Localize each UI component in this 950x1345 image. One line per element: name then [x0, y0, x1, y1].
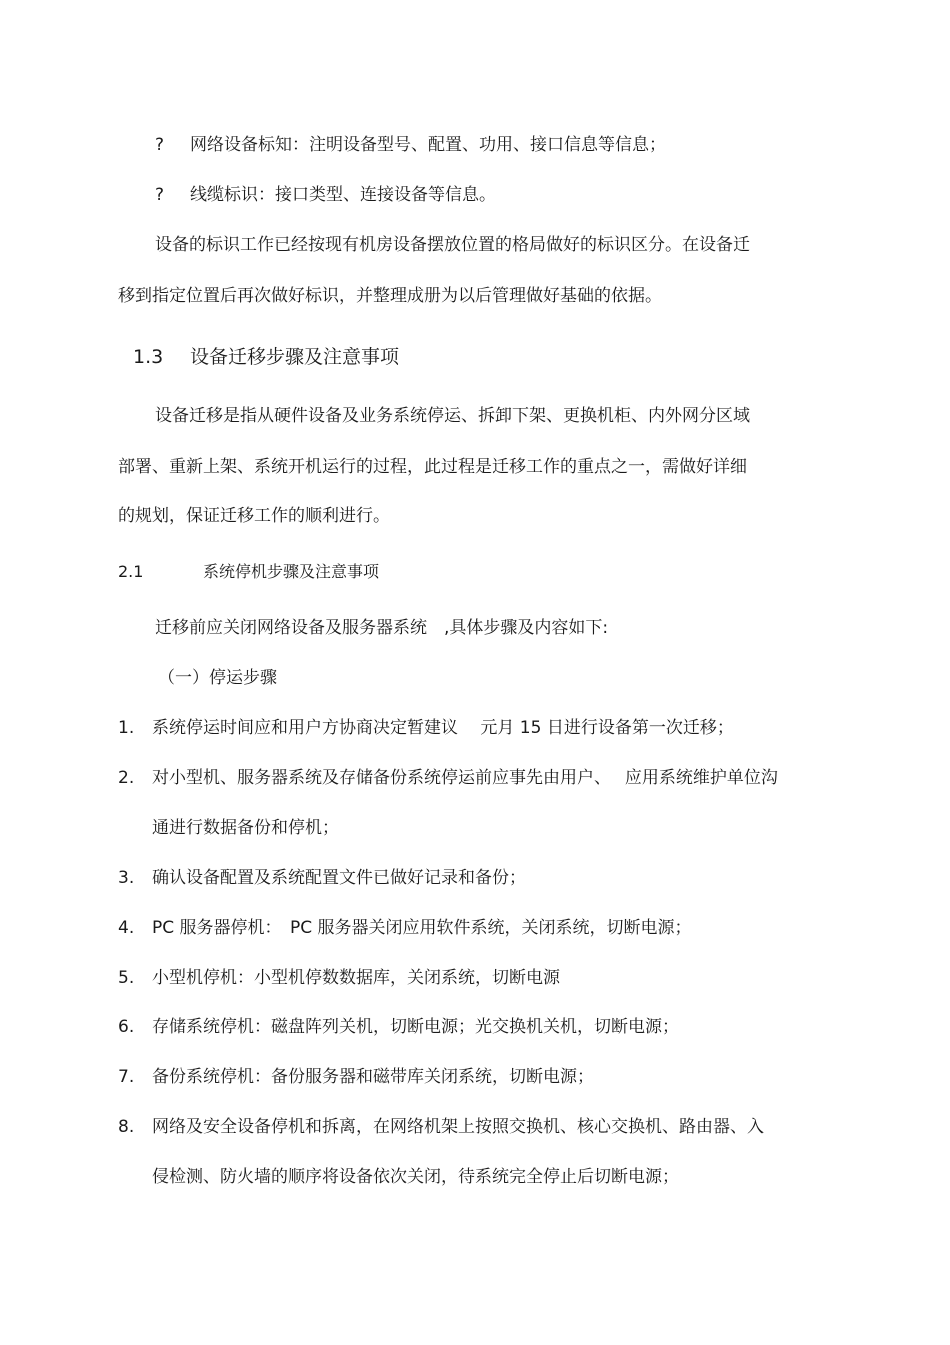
- item-text: 备份系统停机：备份服务器和磁带库关闭系统，切断电源；: [152, 1067, 594, 1087]
- item-number: 1.: [118, 718, 135, 738]
- item-number: 2.: [118, 768, 135, 788]
- paragraph-line: 部署、重新上架、系统开机运行的过程，此过程是迁移工作的重点之一，需做好详细: [118, 457, 747, 477]
- item-number: 6.: [118, 1017, 135, 1037]
- section-number: 2.1: [118, 562, 144, 581]
- bullet-mark: ?: [155, 135, 165, 155]
- item-number: 4.: [118, 918, 135, 938]
- item-text: 小型机停机：小型机停数数据库，关闭系统，切断电源: [152, 968, 560, 988]
- item-text: 对小型机、服务器系统及存储备份系统停运前应事先由用户、 应用系统维护单位沟: [152, 768, 778, 788]
- item-text-continued: 侵检测、防火墙的顺序将设备依次关闭，待系统完全停止后切断电源；: [152, 1167, 679, 1187]
- bullet-text: 网络设备标知：注明设备型号、配置、功用、接口信息等信息；: [190, 135, 666, 155]
- item-number: 8.: [118, 1117, 135, 1137]
- paragraph-line: 设备的标识工作已经按现有机房设备摆放位置的格局做好的标识区分。在设备迁: [155, 235, 750, 255]
- item-number: 5.: [118, 968, 135, 988]
- item-text: 网络及安全设备停机和拆离，在网络机架上按照交换机、核心交换机、路由器、入: [152, 1117, 764, 1137]
- paragraph-line: 设备迁移是指从硬件设备及业务系统停运、拆卸下架、更换机柜、内外网分区域: [155, 406, 750, 426]
- item-text: 存储系统停机：磁盘阵列关机，切断电源；光交换机关机，切断电源；: [152, 1017, 679, 1037]
- bullet-text: 线缆标识：接口类型、连接设备等信息。: [190, 185, 496, 205]
- section-title: 系统停机步骤及注意事项: [203, 562, 380, 581]
- item-text-continued: 通进行数据备份和停机；: [152, 818, 339, 838]
- substep-title: （一）停运步骤: [158, 668, 277, 688]
- item-text: 确认设备配置及系统配置文件已做好记录和备份；: [152, 868, 526, 888]
- section-title: 设备迁移步骤及注意事项: [190, 346, 400, 368]
- item-number: 3.: [118, 868, 135, 888]
- item-text: PC 服务器停机： PC 服务器关闭应用软件系统，关闭系统，切断电源；: [152, 918, 692, 938]
- paragraph-line: 移到指定位置后再次做好标识，并整理成册为以后管理做好基础的依据。: [118, 286, 662, 306]
- bullet-mark: ?: [155, 185, 165, 205]
- intro-text: 迁移前应关闭网络设备及服务器系统 ,具体步骤及内容如下:: [155, 618, 609, 638]
- paragraph-line: 的规划，保证迁移工作的顺利进行。: [118, 506, 390, 526]
- section-number: 1.3: [133, 346, 164, 368]
- item-text: 系统停运时间应和用户方协商决定暂建议 元月 15 日进行设备第一次迁移；: [152, 718, 734, 738]
- item-number: 7.: [118, 1067, 135, 1087]
